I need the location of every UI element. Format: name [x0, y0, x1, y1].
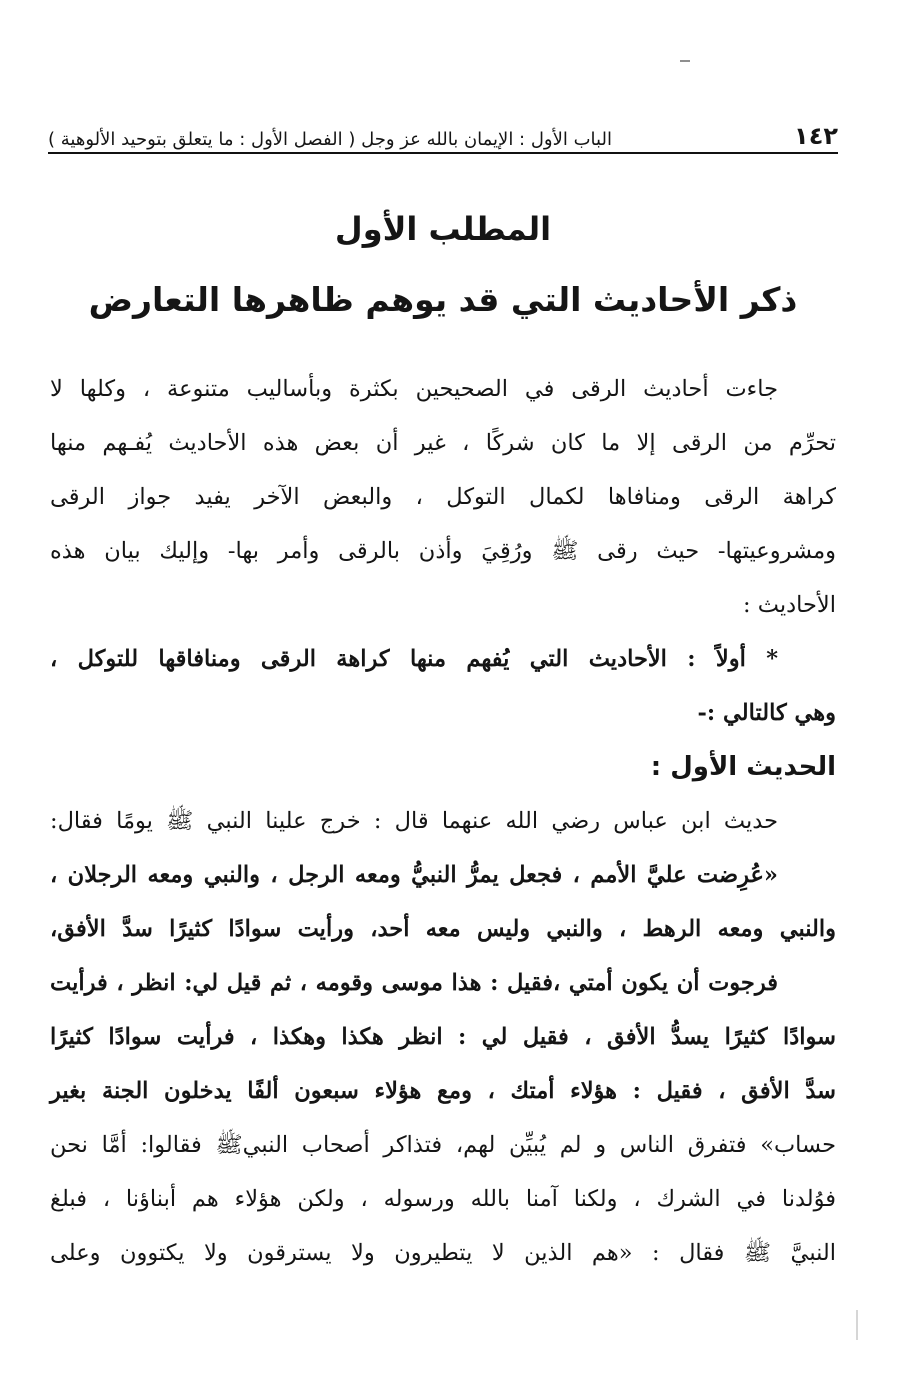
text-line: النبيَّ ﷺ فقال : «هم الذين لا يتطيرون ولا يسترقون ولا يكتوون وعلى [50, 1240, 836, 1266]
text-line: * أولاً : الأحاديث التي يُفهم منها كراهة الرقى ومنافاقها للتوكل ، [50, 646, 778, 672]
text-line: الأحاديث : [743, 592, 836, 618]
text-line: ومشروعيتها- حيث رقى ﷺ ورُقِيَ وأذن بالرقى وأمر بها- وإليك بيان هذه [50, 538, 836, 564]
scan-artifact [680, 60, 690, 62]
scan-artifact [856, 1310, 858, 1340]
text-line: حساب» فتفرق الناس و لم يُبيِّن لهم، فتذاكر أصحاب النبيﷺ فقالوا: أمَّا نحن [50, 1132, 836, 1158]
text-line: وهي كالتالي :- [697, 700, 836, 726]
text-line: تحرِّم من الرقى إلا ما كان شركًا ، غير أن بعض هذه الأحاديث يُفـهم منها [50, 430, 836, 456]
text-line: جاءت أحاديث الرقى في الصحيحين بكثرة وبأساليب متنوعة ، وكلها لا [50, 376, 778, 402]
hadith-text-line: فرجوت أن يكون أمتي ،فقيل : هذا موسى وقومه ، ثم قيل لي: انظر ، فرأيت [50, 970, 778, 996]
text-line: فوُلدنا في الشرك ، ولكنا آمنا بالله ورسوله ، ولكن هؤلاء هم أبناؤنا ، فبلغ [50, 1186, 836, 1212]
hadith-text-line: سوادًا كثيرًا يسدُّ الأفق ، فقيل لي : انظر هكذا وهكذا ، فرأيت سوادًا كثيرًا [50, 1024, 836, 1050]
page-number: ١٤٢ [794, 122, 838, 150]
hadith-title: الحديث الأول : [650, 752, 836, 782]
running-header [48, 112, 838, 154]
hadith-text-line: والنبي ومعه الرهط ، والنبي وليس معه أحد، ورأيت سوادًا كثيرًا سدَّ الأفق، [50, 916, 836, 942]
section-subheading: ذكر الأحاديث التي قد يوهم ظاهرها التعارض [88, 280, 798, 319]
hadith-text-line: «عُرِضت عليَّ الأمم ، فجعل يمرُّ النبيُّ ومعه الرجل ، والنبي ومعه الرجلان ، [50, 862, 778, 888]
body-text [50, 362, 836, 1280]
text-line: حديث ابن عباس رضي الله عنهما قال : خرج علينا النبي ﷺ يومًا فقال: [50, 808, 778, 834]
hadith-text-line: سدَّ الأفق ، فقيل : هؤلاء أمتك ، ومع هؤلاء سبعون ألفًا يدخلون الجنة بغير [50, 1078, 836, 1104]
text-line: كراهة الرقى ومنافاها لكمال التوكل ، والبعض الآخر يفيد جواز الرقى [50, 484, 836, 510]
section-heading: المطلب الأول [334, 210, 552, 248]
running-title: الباب الأول : الإيمان بالله عز وجل ( الفصل الأول : ما يتعلق بتوحيد الألوهية ) [48, 129, 612, 150]
